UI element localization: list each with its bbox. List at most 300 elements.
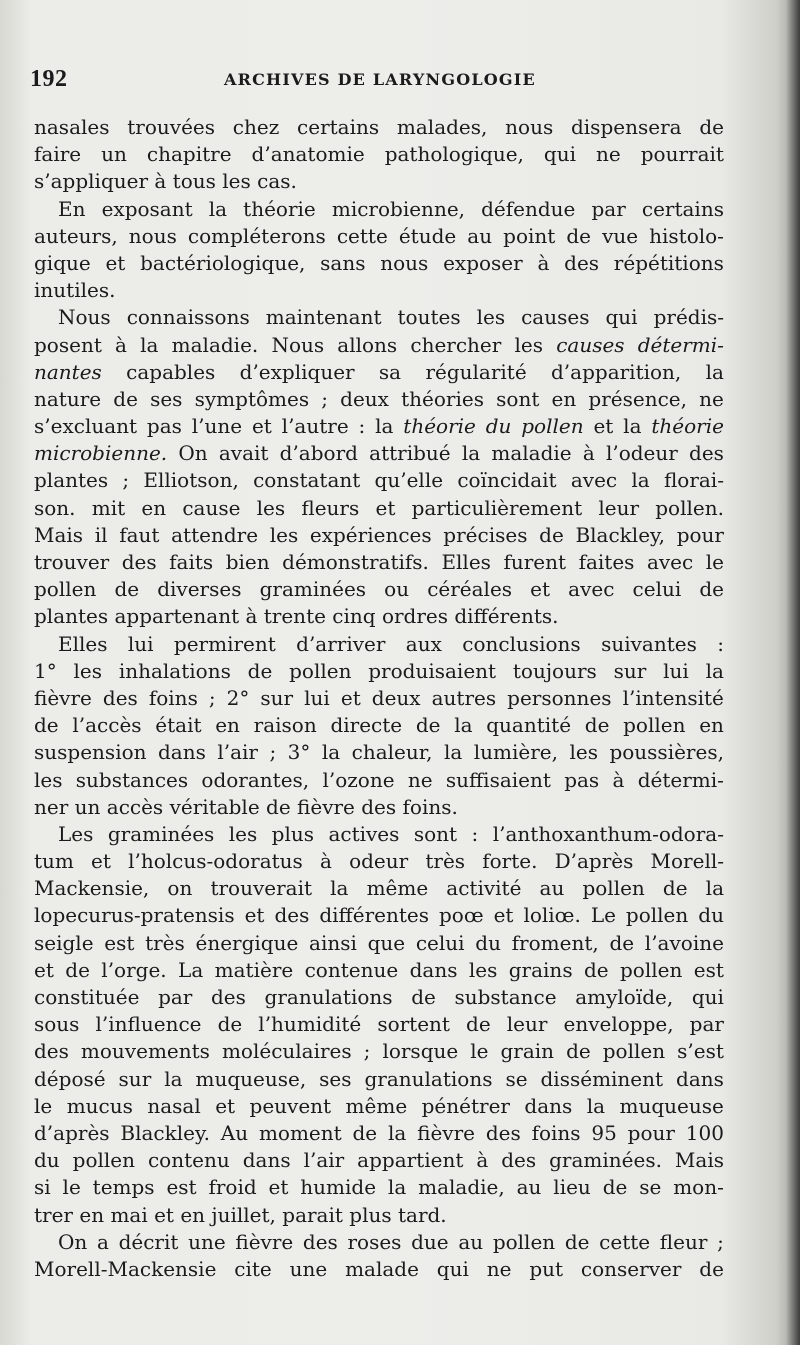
word: chercher: [410, 332, 502, 357]
word: des: [564, 250, 600, 275]
word: :: [471, 821, 479, 846]
word: les: [476, 305, 506, 330]
word: dans: [524, 1093, 573, 1118]
word: directe: [330, 713, 403, 738]
word: odeur: [349, 849, 409, 874]
word: appartenant: [114, 604, 246, 629]
word: avec: [570, 468, 618, 493]
word: pourrait: [640, 142, 724, 167]
word: microbienne.: [34, 441, 168, 466]
word: 1°: [34, 658, 57, 683]
word: temps: [92, 1175, 155, 1200]
text-line: [34, 114, 724, 141]
body-text: [34, 114, 724, 1283]
word: malade: [345, 1256, 419, 1281]
word: attendre: [171, 522, 259, 547]
word: lui: [304, 685, 330, 710]
word: maladie: [491, 441, 572, 466]
word: du: [475, 930, 501, 955]
word: de: [114, 577, 140, 602]
word: le: [62, 1175, 81, 1200]
word: les: [514, 332, 544, 357]
word: de: [699, 1256, 724, 1281]
word: lorsque: [382, 1039, 459, 1064]
word: est: [166, 1175, 197, 1200]
word: la: [454, 713, 473, 738]
word: est: [104, 930, 135, 955]
word: chez: [232, 115, 280, 139]
word: pollen: [602, 1039, 666, 1064]
word: celui: [632, 577, 682, 602]
word: avait: [218, 441, 269, 466]
word: et: [340, 685, 361, 710]
word: d’arriver: [296, 631, 386, 656]
word: expériences: [309, 522, 432, 547]
word: par: [689, 1012, 724, 1037]
word: de: [466, 1012, 491, 1037]
text-line: [34, 549, 724, 576]
word: plantes: [34, 468, 109, 493]
word: maladie,: [418, 1175, 505, 1200]
word: substances: [75, 767, 189, 792]
word: de: [566, 1039, 591, 1064]
word: cette: [336, 223, 388, 248]
word: démonstratifs.: [282, 550, 429, 574]
word: accès: [106, 794, 170, 819]
word: foins.: [402, 794, 458, 819]
word: à: [115, 332, 127, 357]
word: ne: [486, 1256, 512, 1281]
text-line: [34, 1120, 724, 1147]
word: et: [493, 903, 514, 928]
text-line: [34, 440, 724, 467]
word: l’humidité: [258, 1012, 362, 1037]
word: pollen: [34, 577, 97, 602]
text-line: [34, 223, 724, 250]
word: 3°: [287, 740, 311, 765]
word: la: [705, 658, 724, 683]
word: Morell-Mackensie: [34, 1256, 217, 1281]
word: parait: [282, 1202, 350, 1227]
word: muqueuse,: [195, 1066, 307, 1091]
word: plus: [271, 821, 315, 846]
word: ;: [208, 685, 216, 710]
word: les: [228, 821, 258, 846]
word: Blackley,: [575, 522, 666, 547]
word: On: [58, 1229, 88, 1254]
word: un: [74, 794, 107, 819]
page-number: 192: [30, 66, 68, 92]
text-line: [34, 1229, 724, 1256]
word: lumière,: [473, 740, 558, 765]
word: tard.: [397, 1202, 447, 1227]
word: symptômes: [194, 386, 310, 411]
word: énergique: [195, 930, 299, 955]
word: fleur: [659, 1229, 708, 1254]
word: l’air: [217, 740, 258, 765]
word: ner: [34, 794, 75, 819]
word: quantité: [486, 713, 572, 738]
word: des: [302, 1229, 338, 1254]
word: fièvre: [235, 1229, 294, 1254]
word: la: [705, 359, 724, 384]
word: Morell-: [650, 849, 724, 874]
word: En: [58, 196, 86, 221]
word: en: [141, 495, 167, 520]
word: foins: [148, 685, 198, 710]
word: grains: [508, 957, 573, 982]
word: l’avoine: [644, 930, 724, 955]
word: un: [101, 142, 127, 167]
text-line: [34, 196, 724, 223]
word: Nous: [271, 332, 325, 357]
word: de: [602, 1175, 628, 1200]
word: en: [551, 386, 577, 411]
word: leur: [598, 495, 640, 520]
word: 2°: [226, 685, 250, 710]
word: théorie: [243, 196, 316, 221]
word: constatant: [253, 468, 361, 493]
word: l’accès: [72, 713, 142, 738]
word: sur: [118, 1066, 152, 1091]
word: la: [623, 414, 642, 439]
word: de: [609, 930, 635, 955]
word: mon-: [673, 1175, 724, 1200]
word: de: [699, 115, 724, 139]
word: détermi-: [637, 767, 724, 792]
word: même: [345, 1093, 408, 1118]
word: défendue: [481, 196, 576, 221]
word: nous: [128, 223, 177, 248]
word: odorantes,: [201, 767, 310, 792]
word: disséminent: [540, 1066, 664, 1091]
text-line: [34, 332, 724, 359]
word: permirent: [173, 631, 276, 656]
word: bien: [225, 550, 270, 574]
word: des: [689, 441, 724, 466]
word: Mais: [674, 1148, 724, 1173]
word: ;: [122, 468, 130, 493]
word: toujours: [512, 658, 597, 683]
word: la: [387, 1175, 407, 1200]
word: ses: [319, 1066, 352, 1091]
word: et: [91, 849, 111, 874]
text-line: [34, 304, 724, 331]
word: peuvent: [249, 1093, 332, 1118]
word: céréales: [427, 577, 513, 602]
word: toutes: [397, 305, 461, 330]
word: ainsi: [309, 930, 357, 955]
word: de: [584, 713, 610, 738]
word: deux: [371, 685, 421, 710]
word: forte.: [482, 849, 538, 874]
word: D’après: [554, 849, 634, 874]
word: exposer: [443, 250, 523, 275]
word: mouvements: [80, 1039, 210, 1064]
word: cite: [234, 1256, 272, 1281]
word: deux: [340, 386, 389, 411]
word: d’abord: [279, 441, 358, 466]
word: muqueuse: [619, 1093, 724, 1118]
word: inhalations: [118, 658, 231, 683]
word: du: [485, 414, 512, 439]
word: Elles: [441, 550, 491, 574]
word: grain: [500, 1039, 555, 1064]
word: pour: [627, 1120, 675, 1145]
word: il: [94, 522, 108, 547]
word: et: [105, 250, 126, 275]
word: et: [215, 1093, 236, 1118]
text-line: [34, 359, 724, 386]
text-line: [34, 576, 724, 603]
word: florai-: [663, 468, 724, 493]
word: l’une: [191, 414, 243, 439]
word: au: [516, 1175, 542, 1200]
word: sous: [34, 1012, 80, 1037]
word: diverses: [157, 577, 242, 602]
word: exposant: [101, 196, 193, 221]
word: dans: [676, 1066, 724, 1091]
word: théorie: [651, 414, 724, 439]
word: nantes: [34, 359, 102, 384]
word: certains: [297, 115, 380, 139]
word: lui: [127, 631, 154, 656]
word: Blackley.: [120, 1120, 210, 1145]
word: malades,: [396, 115, 488, 139]
word: compléterons: [187, 223, 326, 248]
word: raison: [253, 713, 317, 738]
word: le: [34, 1093, 53, 1118]
word: trouvées: [127, 115, 216, 139]
word: ordres: [381, 604, 455, 629]
word: sur: [260, 685, 294, 710]
word: graminées.: [549, 1148, 662, 1173]
word: de: [34, 713, 59, 738]
word: nous: [505, 115, 554, 139]
word: répétitions: [613, 250, 724, 275]
word: sont: [413, 821, 458, 846]
word: de: [662, 876, 688, 901]
text-line: [34, 1011, 724, 1038]
word: chaleur,: [351, 740, 433, 765]
word: pollen: [289, 658, 352, 683]
word: la: [330, 876, 349, 901]
word: s’est: [677, 1039, 724, 1064]
word: foins: [531, 1120, 581, 1145]
word: et: [154, 1202, 181, 1227]
word: graminées: [259, 577, 367, 602]
text-line: [34, 1066, 724, 1093]
text-line: [34, 1174, 724, 1201]
word: de: [699, 577, 724, 602]
word: ou: [384, 577, 410, 602]
word: poussières,: [609, 740, 724, 765]
word: de: [564, 1229, 590, 1254]
word: suffisaient: [445, 767, 551, 792]
text-line: [34, 848, 724, 875]
text-line: [34, 1256, 724, 1283]
word: ne: [407, 767, 433, 792]
word: conserver: [580, 1256, 682, 1281]
word: les: [569, 740, 598, 765]
word: fièvre: [297, 794, 362, 819]
word: à: [476, 1148, 489, 1173]
word: des: [274, 903, 310, 928]
word: sortent: [377, 1012, 450, 1037]
word: de: [65, 957, 90, 982]
word: suivantes: [601, 631, 697, 656]
word: mucus: [66, 1093, 133, 1118]
word: constituée: [34, 985, 140, 1009]
word: actives: [328, 821, 400, 846]
text-line: [34, 467, 724, 494]
word: bactériologique,: [140, 250, 306, 275]
word: des: [501, 1148, 537, 1173]
text-line: [34, 277, 724, 304]
word: la: [164, 1066, 183, 1091]
word: auteurs,: [34, 223, 118, 248]
word: capables: [126, 359, 216, 384]
word: ;: [321, 386, 328, 411]
text-line: [34, 739, 724, 766]
word: prédis-: [653, 305, 724, 330]
word: différents.: [454, 604, 559, 629]
word: pollen: [620, 957, 683, 982]
word: de: [247, 658, 273, 683]
word: La: [178, 957, 204, 982]
word: régularité: [425, 359, 527, 384]
word: l’autre: [281, 414, 349, 439]
word: de: [566, 223, 592, 248]
word: sa: [378, 359, 402, 384]
word: sans: [320, 250, 366, 275]
word: déposé: [34, 1066, 106, 1091]
word: plantes: [34, 604, 115, 629]
text-line: [34, 685, 724, 712]
word: loliœ.: [523, 903, 581, 928]
word: les: [468, 957, 498, 982]
text-line: [34, 767, 724, 794]
word: causes: [556, 332, 625, 357]
text-line: [34, 1093, 724, 1120]
word: froment,: [511, 930, 599, 955]
word: l’influence: [95, 1012, 202, 1037]
word: pour: [676, 522, 724, 547]
text-line: [34, 168, 724, 195]
word: en: [180, 1202, 212, 1227]
word: aux: [405, 631, 442, 656]
word: et: [251, 414, 272, 439]
word: de: [415, 713, 441, 738]
word: se: [639, 1175, 662, 1200]
word: personnes: [507, 685, 612, 710]
word: décrit: [118, 1229, 179, 1254]
word: 100: [685, 1120, 724, 1145]
word: histolo-: [649, 223, 724, 248]
word: à: [154, 169, 173, 194]
text-line: [34, 603, 724, 630]
word: tous: [172, 169, 223, 194]
word: pollen: [72, 1148, 136, 1173]
text-line: [34, 875, 724, 902]
word: cette: [599, 1229, 651, 1254]
word: de: [583, 957, 609, 982]
word: ;: [363, 1039, 371, 1064]
word: seigle: [34, 930, 94, 955]
word: la: [631, 468, 650, 493]
word: activité: [446, 876, 522, 901]
word: en: [79, 1202, 111, 1227]
word: le: [470, 1039, 489, 1064]
word: conclusions: [462, 631, 581, 656]
word: poœ: [438, 903, 484, 928]
word: et: [375, 495, 396, 520]
word: l’holcus-odoratus: [128, 849, 303, 874]
word: dans: [242, 1148, 291, 1173]
word: la: [705, 876, 724, 901]
word: les: [269, 522, 299, 547]
word: faut: [119, 522, 160, 547]
word: qui: [691, 985, 724, 1009]
word: substance: [454, 985, 557, 1009]
word: ses: [150, 386, 183, 411]
word: les: [73, 658, 103, 683]
word: et: [530, 577, 551, 602]
word: Le: [590, 903, 616, 928]
word: fièvre: [34, 685, 92, 710]
word: nous: [380, 250, 429, 275]
word: granulations: [364, 1066, 493, 1091]
text-line: [34, 413, 724, 440]
word: Mackensie,: [34, 876, 150, 901]
word: Elles: [58, 631, 108, 656]
word: qui: [605, 305, 638, 330]
word: d’anatomie: [251, 142, 365, 167]
word: une: [188, 1229, 226, 1254]
word: nasales: [34, 115, 110, 139]
word: au: [458, 1229, 484, 1254]
word: dans: [409, 957, 458, 982]
text-line: [34, 386, 724, 413]
word: des: [485, 1120, 521, 1145]
word: ne: [596, 142, 621, 167]
word: les: [222, 169, 258, 194]
word: mit: [91, 495, 126, 520]
word: une: [289, 1256, 328, 1281]
word: microbienne,: [331, 196, 466, 221]
word: trente: [263, 604, 333, 629]
word: les: [256, 495, 286, 520]
text-line: [34, 522, 724, 549]
text-line: [34, 984, 724, 1011]
word: contenu: [147, 1148, 230, 1173]
word: l’ozone: [322, 767, 395, 792]
word: s’appliquer: [34, 169, 155, 194]
word: cas.: [257, 169, 297, 194]
word: pas: [146, 414, 182, 439]
word: la: [461, 441, 481, 466]
word: de: [539, 522, 564, 547]
word: lieu: [553, 1175, 591, 1200]
word: du: [698, 903, 724, 928]
word: par: [591, 196, 626, 221]
word: plus: [349, 1202, 398, 1227]
word: pénétrer: [421, 1093, 510, 1118]
word: très: [425, 849, 466, 874]
text-line: [34, 250, 724, 277]
word: a: [96, 1229, 109, 1254]
word: très: [145, 930, 185, 955]
